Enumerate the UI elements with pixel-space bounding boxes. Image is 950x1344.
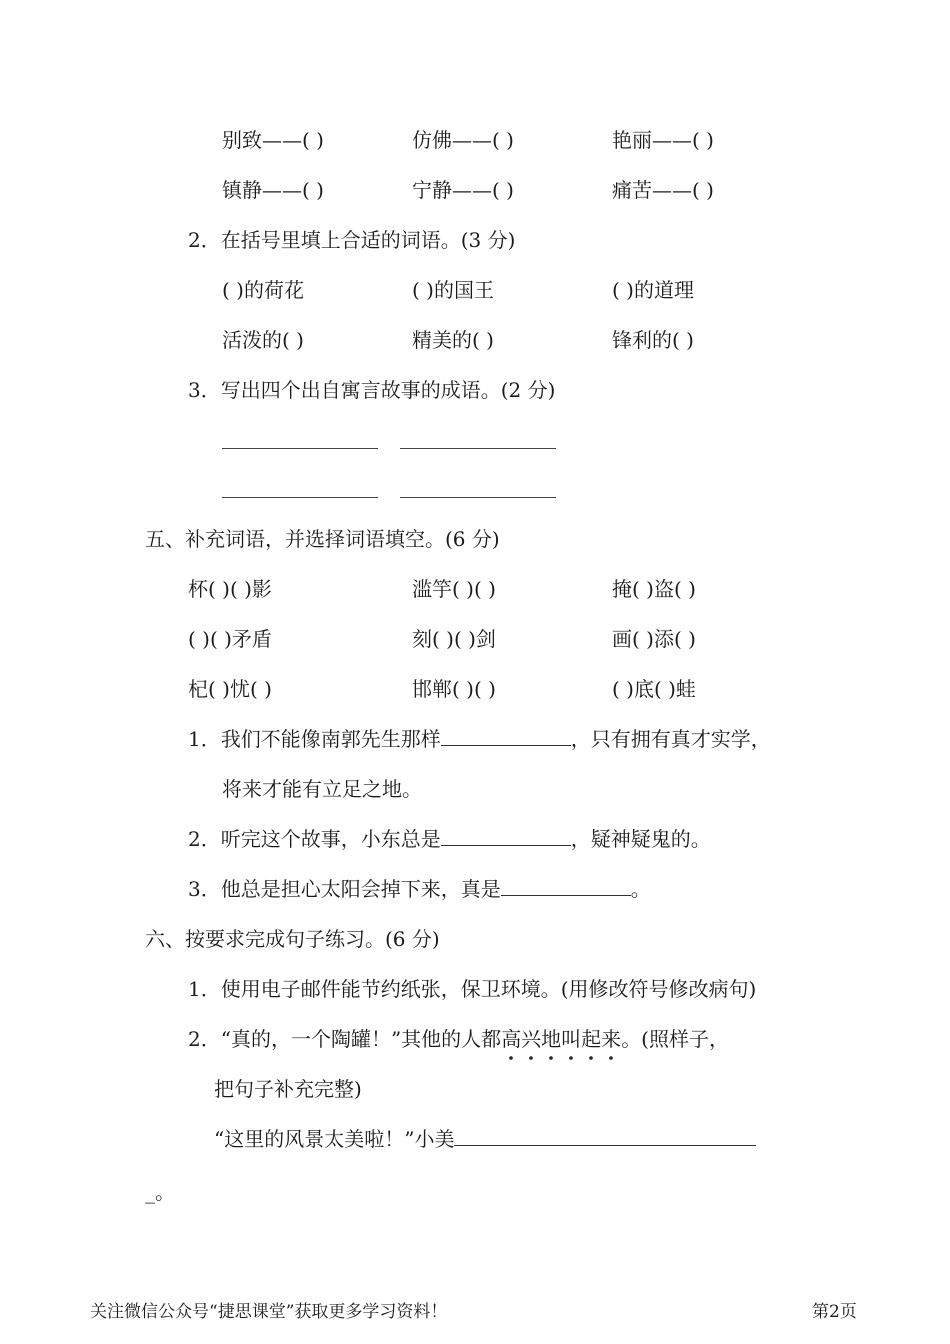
idiom-item-1: 杯( )( )影 xyxy=(188,577,272,601)
synonym-item-4: 镇静——( ) xyxy=(222,178,324,202)
idiom-item-7: 杞( )忧( ) xyxy=(188,677,272,701)
synonym-item-1: 别致——( ) xyxy=(222,128,324,152)
q6-item-3-blank[interactable] xyxy=(454,1125,756,1146)
sentence-1-part-b: ，只有拥有真才实学， xyxy=(570,727,771,751)
sentence-3-part-a: 3．他总是担心太阳会掉下来，真是 xyxy=(188,877,501,901)
synonym-item-5: 宁静——( ) xyxy=(412,178,514,202)
answer-line-1[interactable] xyxy=(222,448,378,449)
page-number: 第2页 xyxy=(812,1302,857,1322)
answer-line-3[interactable] xyxy=(222,497,378,498)
synonym-item-6: 痛苦——( ) xyxy=(612,178,714,202)
idiom-item-8: 邯郸( )( ) xyxy=(412,677,496,701)
footer-note: 关注微信公众号“捷思课堂”获取更多学习资料！ xyxy=(90,1302,448,1322)
q6-item-1: 1．使用电子邮件能节约纸张，保卫环境。(用修改符号修改病句) xyxy=(188,977,757,1001)
q6-item-3-part-a: “这里的风景太美啦！”小美 xyxy=(214,1127,455,1151)
q4-3-title: 3．写出四个出自寓言故事的成语。(2 分) xyxy=(188,378,556,402)
q6-item-2 xyxy=(188,1025,729,1053)
fill-word-item-5: 精美的( ) xyxy=(412,328,494,352)
sentence-3-blank[interactable] xyxy=(501,875,631,896)
sentence-2-part-a: 2．听完这个故事，小东总是 xyxy=(188,827,441,851)
sentence-1-blank[interactable] xyxy=(441,725,571,746)
sentence-1 xyxy=(188,725,771,753)
q6-item-3-end: _。 xyxy=(145,1180,175,1204)
section-6-title: 六、按要求完成句子练习。(6 分) xyxy=(145,927,440,951)
fill-word-item-6: 锋利的( ) xyxy=(612,328,694,352)
answer-line-4[interactable] xyxy=(400,497,556,498)
synonym-item-3: 艳丽——( ) xyxy=(612,128,714,152)
sentence-3-part-b: 。 xyxy=(630,877,651,901)
idiom-item-4: ( )( )矛盾 xyxy=(188,627,272,651)
idiom-item-3: 掩( )盗( ) xyxy=(612,577,696,601)
fill-word-item-1: ( )的荷花 xyxy=(222,278,304,302)
q6-item-2-cont: 把句子补充完整) xyxy=(214,1077,362,1101)
sentence-2-blank[interactable] xyxy=(441,825,571,846)
q6-item-2-part-b: 。(照样子， xyxy=(621,1027,729,1051)
emphasis-dots xyxy=(501,1055,621,1061)
fill-word-item-3: ( )的道理 xyxy=(612,278,694,302)
emphasis-dotted-text: 高兴地叫起来 xyxy=(501,1027,622,1051)
sentence-2-part-b: ，疑神疑鬼的。 xyxy=(570,827,711,851)
sentence-1-cont: 将来才能有立足之地。 xyxy=(222,777,422,801)
q6-item-3 xyxy=(214,1125,756,1153)
idiom-item-6: 画( )添( ) xyxy=(612,627,696,651)
section-5-title: 五、补充词语，并选择词语填空。(6 分) xyxy=(145,527,500,551)
idiom-item-9: ( )底( )蛙 xyxy=(612,677,696,701)
sentence-2 xyxy=(188,825,711,853)
idiom-item-5: 刻( )( )剑 xyxy=(412,627,496,651)
synonym-item-2: 仿佛——( ) xyxy=(412,128,514,152)
fill-word-item-2: ( )的国王 xyxy=(412,278,494,302)
q4-2-title: 2．在括号里填上合适的词语。(3 分) xyxy=(188,228,516,252)
emphasis-dotted-phrase xyxy=(501,1025,621,1053)
q6-item-2-part-a: 2．“真的，一个陶罐！”其他的人都 xyxy=(188,1027,502,1051)
answer-line-2[interactable] xyxy=(400,448,556,449)
sentence-3 xyxy=(188,875,651,903)
idiom-item-2: 滥竽( )( ) xyxy=(412,577,496,601)
sentence-1-part-a: 1．我们不能像南郭先生那样 xyxy=(188,727,441,751)
fill-word-item-4: 活泼的( ) xyxy=(222,328,304,352)
